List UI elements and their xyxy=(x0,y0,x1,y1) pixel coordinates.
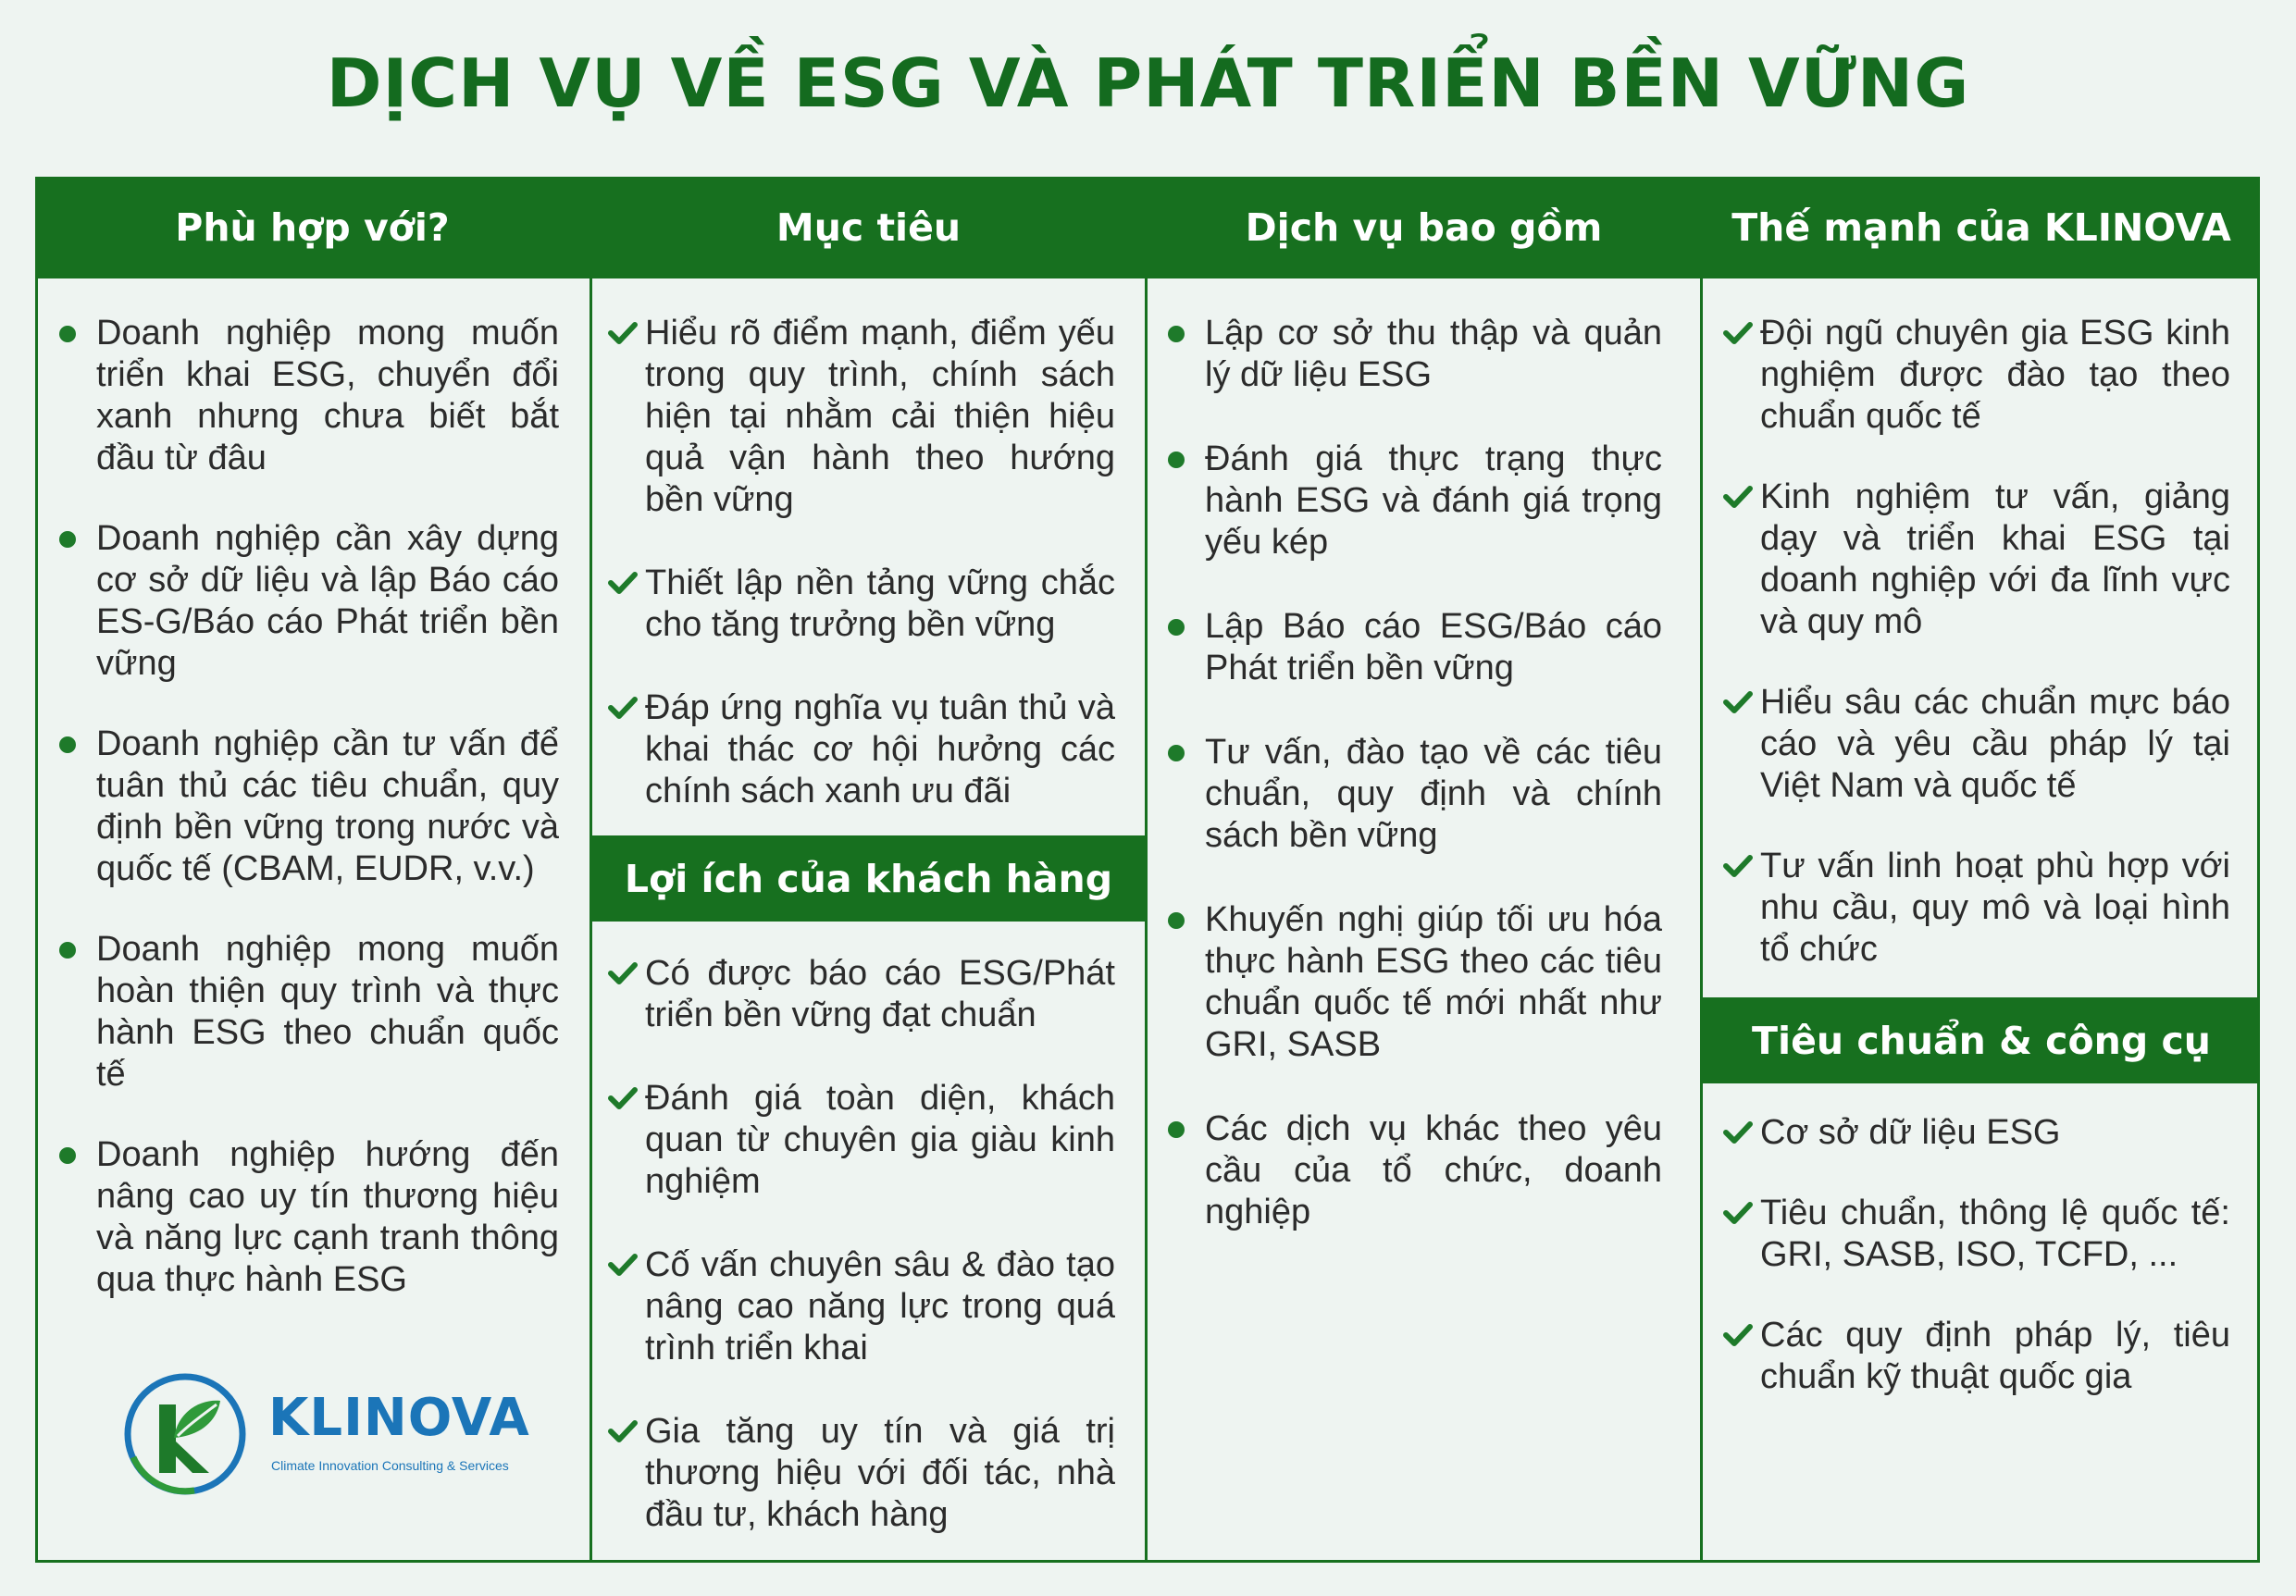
list-item: Khuyến nghị giúp tối ưu hóa thực hành ESG theo các tiêu chuẩn quốc tế mới nhất như GRI, SASB xyxy=(1168,899,1662,1066)
header-benefits-label: Lợi ích của khách hàng xyxy=(624,856,1113,901)
bullet-icon xyxy=(1168,912,1185,929)
list-item: Hiểu rõ điểm mạnh, điểm yếu trong quy trình, chính sách hiện tại nhằm cải thiện hiệu quả vận hành theo hướng bền vững xyxy=(608,313,1115,521)
services-list xyxy=(1168,313,1662,1233)
check-icon xyxy=(1723,321,1753,345)
bullet-icon xyxy=(1168,452,1185,468)
list-item: Thiết lập nền tảng vững chắc cho tăng trưởng bền vững xyxy=(608,563,1115,646)
check-icon xyxy=(608,961,638,985)
list-item: Doanh nghiệp cần xây dựng cơ sở dữ liệu và lập Báo cáo ES-G/Báo cáo Phát triển bền vững xyxy=(59,518,559,685)
list-item: Các quy định pháp lý, tiêu chuẩn kỹ thuật quốc gia xyxy=(1723,1315,2230,1398)
list-item: Doanh nghiệp cần tư vấn để tuân thủ các tiêu chuẩn, quy định bền vững trong nước và quốc tế (CBAM, EUDR, v.v.) xyxy=(59,724,559,890)
check-icon xyxy=(1723,485,1753,509)
list-item: Các dịch vụ khác theo yêu cầu của tổ chức, doanh nghiệp xyxy=(1168,1108,1662,1233)
list-item: Cơ sở dữ liệu ESG xyxy=(1723,1112,2230,1154)
list-item: Doanh nghiệp hướng đến nâng cao uy tín thương hiệu và năng lực cạnh tranh thông qua thực hành ESG xyxy=(59,1134,559,1301)
header-standards xyxy=(1703,997,2260,1083)
list-item: Cố vấn chuyên sâu & đào tạo nâng cao năng lực trong quá trình triển khai xyxy=(608,1244,1115,1369)
list-item: Doanh nghiệp mong muốn hoàn thiện quy trình và thực hành ESG theo chuẩn quốc tế xyxy=(59,929,559,1095)
list-item: Đáp ứng nghĩa vụ tuân thủ và khai thác cơ hội hưởng các chính sách xanh ưu đãi xyxy=(608,687,1115,812)
header-services-label: Dịch vụ bao gồm xyxy=(1245,205,1603,250)
fit-list xyxy=(59,313,559,1301)
header-services xyxy=(1148,177,1700,278)
check-icon xyxy=(608,1086,638,1110)
check-icon xyxy=(608,321,638,345)
bullet-icon xyxy=(1168,1121,1185,1138)
klinova-k-leaf-icon xyxy=(120,1369,250,1499)
check-icon xyxy=(608,571,638,595)
column-divider xyxy=(1700,177,1703,1563)
benefits-list xyxy=(608,953,1115,1536)
list-item: Đánh giá toàn diện, khách quan từ chuyên gia giàu kinh nghiệm xyxy=(608,1078,1115,1203)
list-item: Đánh giá thực trạng thực hành ESG và đánh giá trọng yếu kép xyxy=(1168,439,1662,563)
list-item: Doanh nghiệp mong muốn triển khai ESG, chuyển đổi xanh nhưng chưa biết bắt đầu từ đâu xyxy=(59,313,559,479)
logo-wordmark: KLINOVA xyxy=(268,1388,530,1448)
bullet-icon xyxy=(59,942,76,959)
check-icon xyxy=(1723,1120,1753,1144)
list-item: Lập cơ sở thu thập và quản lý dữ liệu ESG xyxy=(1168,313,1662,396)
check-icon xyxy=(1723,690,1753,714)
klinova-logo xyxy=(120,1369,530,1499)
header-standards-label: Tiêu chuẩn & công cụ xyxy=(1752,1018,2211,1063)
bullet-icon xyxy=(59,326,76,342)
list-item: Tiêu chuẩn, thông lệ quốc tế: GRI, SASB, ISO, TCFD, ... xyxy=(1723,1193,2230,1276)
check-icon xyxy=(1723,1323,1753,1347)
list-item: Kinh nghiệm tư vấn, giảng dạy và triển khai ESG tại doanh nghiệp với đa lĩnh vực và quy mô xyxy=(1723,476,2230,643)
header-fit xyxy=(35,177,590,278)
list-item: Hiểu sâu các chuẩn mực báo cáo và yêu cầu pháp lý tại Việt Nam và quốc tế xyxy=(1723,682,2230,807)
list-item: Tư vấn linh hoạt phù hợp với nhu cầu, quy mô và loại hình tổ chức xyxy=(1723,846,2230,971)
list-item: Có được báo cáo ESG/Phát triển bền vững đạt chuẩn xyxy=(608,953,1115,1036)
check-icon xyxy=(1723,1201,1753,1225)
header-goals xyxy=(592,177,1145,278)
bullet-icon xyxy=(59,1147,76,1164)
check-icon xyxy=(608,1419,638,1443)
strengths-list xyxy=(1723,313,2230,971)
logo-tagline: Climate Innovation Consulting & Services xyxy=(271,1458,509,1473)
header-fit-label: Phù hợp với? xyxy=(175,205,450,250)
check-icon xyxy=(608,696,638,720)
check-icon xyxy=(608,1253,638,1277)
bullet-icon xyxy=(1168,745,1185,761)
list-item: Lập Báo cáo ESG/Báo cáo Phát triển bền vững xyxy=(1168,606,1662,689)
bullet-icon xyxy=(1168,619,1185,636)
list-item: Đội ngũ chuyên gia ESG kinh nghiệm được đào tạo theo chuẩn quốc tế xyxy=(1723,313,2230,438)
column-divider xyxy=(1145,177,1148,1563)
list-item: Gia tăng uy tín và giá trị thương hiệu với đối tác, nhà đầu tư, khách hàng xyxy=(608,1411,1115,1536)
header-goals-label: Mục tiêu xyxy=(776,205,962,250)
check-icon xyxy=(1723,854,1753,878)
header-benefits xyxy=(592,835,1145,922)
header-strengths xyxy=(1703,177,2260,278)
list-item: Tư vấn, đào tạo về các tiêu chuẩn, quy định và chính sách bền vững xyxy=(1168,732,1662,857)
standards-list xyxy=(1723,1112,2230,1398)
bullet-icon xyxy=(59,531,76,548)
goals-list xyxy=(608,313,1115,812)
bullet-icon xyxy=(1168,326,1185,342)
page-title: DỊCH VỤ VỀ ESG VÀ PHÁT TRIỂN BỀN VỮNG xyxy=(326,44,1970,122)
bullet-icon xyxy=(59,736,76,753)
header-strengths-label: Thế mạnh của KLINOVA xyxy=(1731,205,2231,250)
